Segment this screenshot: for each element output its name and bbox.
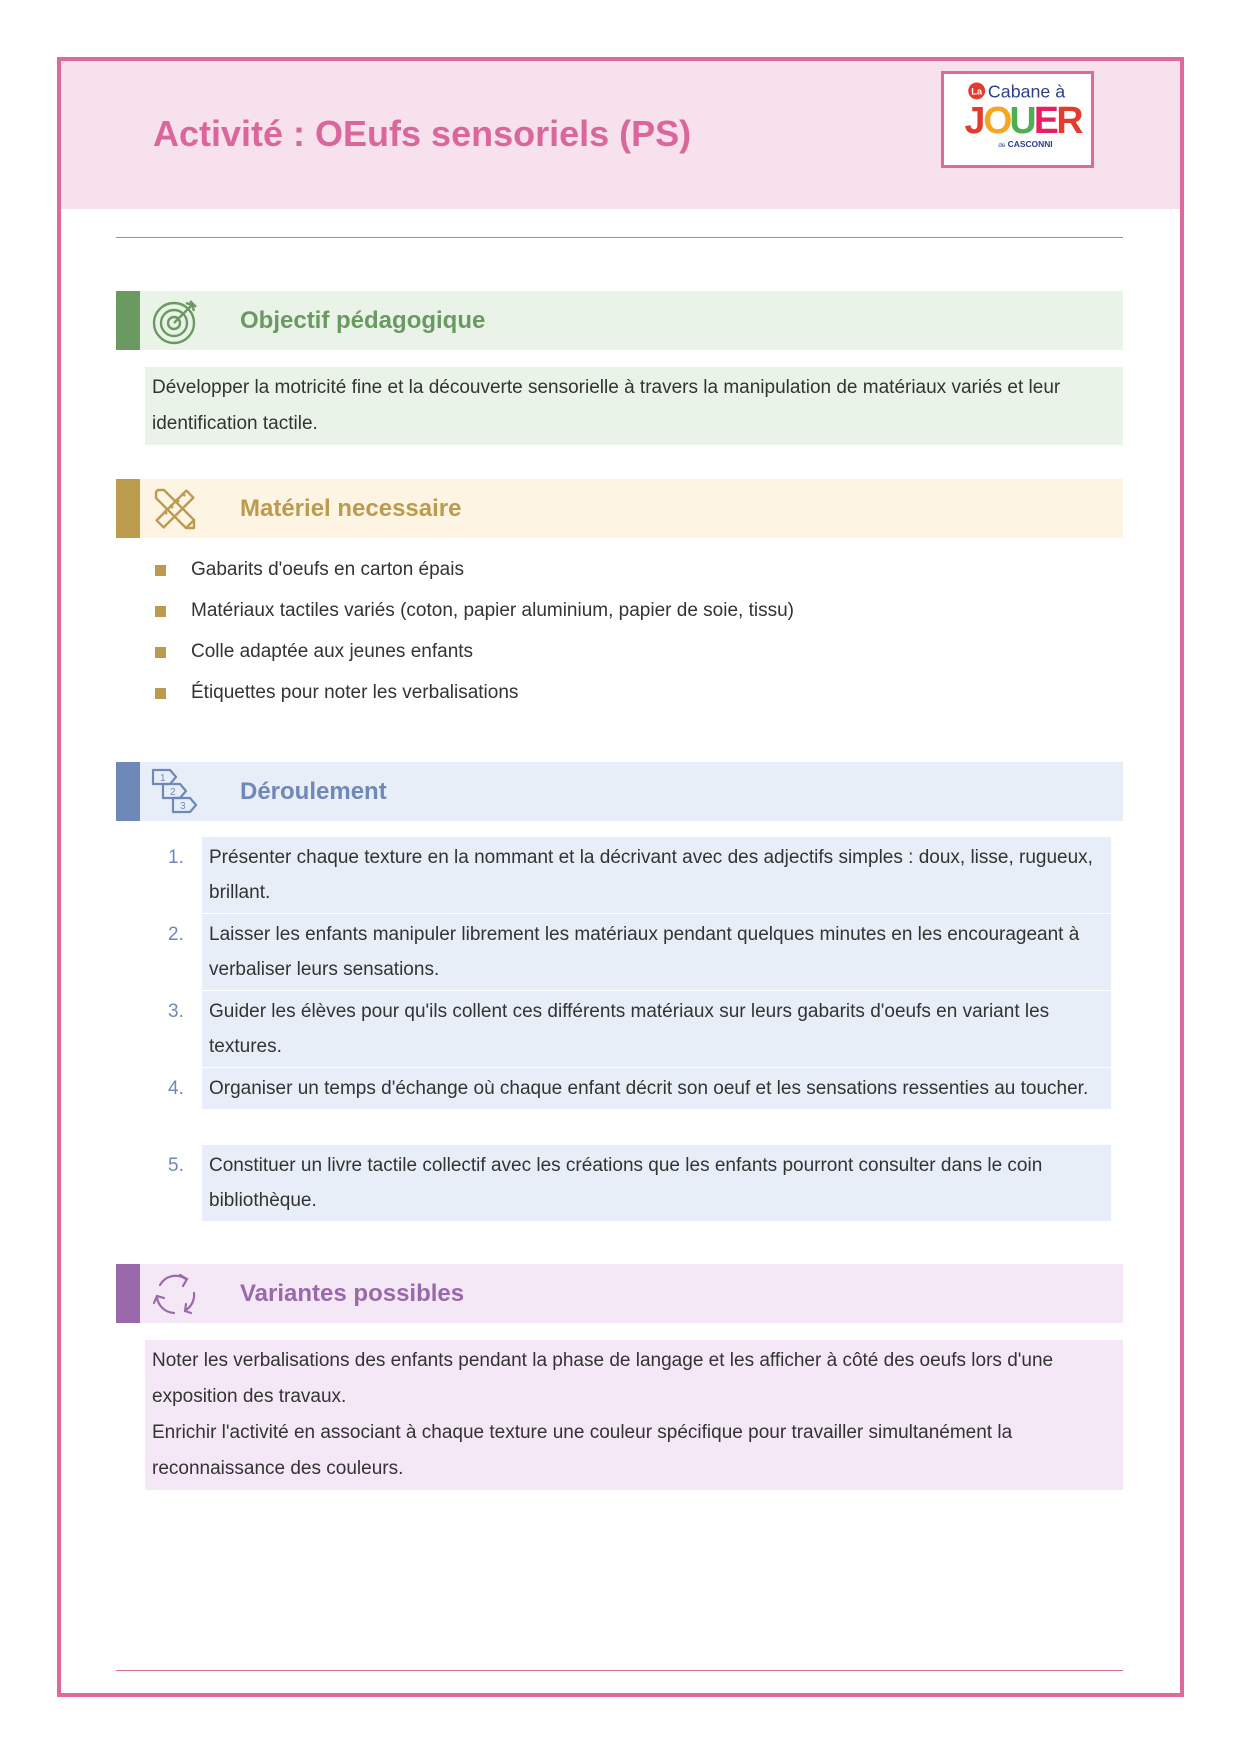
svg-text:La: La <box>971 86 983 97</box>
material-bar <box>116 479 140 538</box>
objective-bar <box>116 291 140 350</box>
page-title: Activité : OEufs sensoriels (PS) <box>153 113 692 154</box>
bottom-divider <box>116 1670 1123 1671</box>
step-text: Laisser les enfants manipuler librement les matériaux pendant quelques minutes en les encourageant à verbaliser leurs sensations. <box>202 914 1111 990</box>
list-item: Gabarits d'oeufs en carton épais <box>149 555 1099 596</box>
bullet-square-icon <box>155 606 166 617</box>
step-text: Constituer un livre tactile collectif avec les créations que les enfants pourront consulter dans le coin bibliothèque. <box>202 1145 1111 1221</box>
step-number: 3. <box>168 1001 184 1022</box>
step-text: Organiser un temps d'échange où chaque enfant décrit son oeuf et les sensations ressenties au toucher. <box>202 1068 1111 1109</box>
material-list <box>149 555 1099 719</box>
svg-text:O: O <box>983 99 1013 142</box>
objective-heading: Objectif pédagogique <box>240 307 486 334</box>
svg-text:de: de <box>998 142 1006 150</box>
steps-bar <box>116 762 140 821</box>
step-number: 1. <box>168 847 184 868</box>
step-text: Guider les élèves pour qu'ils collent ces différents matériaux sur leurs gabarits d'oeufs en variant les textures. <box>202 991 1111 1067</box>
material-header <box>116 479 1123 538</box>
variant-paragraph: Noter les verbalisations des enfants pendant la phase de langage et les afficher à côté des oeufs lors d'une exposition des travaux. <box>152 1350 1054 1407</box>
list-item: Étiquettes pour noter les verbalisations <box>149 678 1099 719</box>
svg-text:2: 2 <box>170 787 176 798</box>
top-divider <box>116 237 1123 238</box>
variant-paragraph: Enrichir l'activité en associant à chaque texture une couleur spécifique pour travailler simultanément la reconnaissance des couleurs. <box>152 1422 1013 1479</box>
variants-text <box>145 1340 1123 1490</box>
svg-text:CASCONNI: CASCONNI <box>1007 139 1053 150</box>
bullet-square-icon <box>155 647 166 658</box>
step-number: 5. <box>168 1155 184 1176</box>
svg-text:1: 1 <box>160 773 166 784</box>
page-header <box>61 61 1180 209</box>
list-item: Matériaux tactiles variés (coton, papier aluminium, papier de soie, tissu) <box>149 596 1099 637</box>
bullet-square-icon <box>155 565 166 576</box>
svg-text:Cabane à: Cabane à <box>987 81 1066 102</box>
page-frame <box>57 57 1184 1697</box>
step-number: 4. <box>168 1078 184 1099</box>
cycle-arrows-icon <box>150 1269 200 1319</box>
svg-text:J: J <box>964 99 986 142</box>
pencil-ruler-icon <box>150 484 200 534</box>
numbered-steps-icon <box>150 767 200 817</box>
objective-header <box>116 291 1123 350</box>
steps-header <box>116 762 1123 821</box>
variants-header <box>116 1264 1123 1323</box>
list-item: Colle adaptée aux jeunes enfants <box>149 637 1099 678</box>
brand-logo <box>941 71 1094 168</box>
objective-text: Développer la motricité fine et la découverte sensorielle à travers la manipulation de matériaux variés et leur identification tactile. <box>145 367 1123 445</box>
step-text: Présenter chaque texture en la nommant et la décrivant avec des adjectifs simples : doux, lisse, rugueux, brillant. <box>202 837 1111 913</box>
svg-text:R: R <box>1056 99 1084 142</box>
variants-bar <box>116 1264 140 1323</box>
material-heading: Matériel necessaire <box>240 495 462 522</box>
brand-logo-image <box>944 74 1091 165</box>
svg-text:U: U <box>1009 99 1037 142</box>
target-icon <box>150 296 200 346</box>
variants-heading: Variantes possibles <box>240 1280 465 1307</box>
svg-text:E: E <box>1033 99 1059 142</box>
bullet-square-icon <box>155 688 166 699</box>
step-number: 2. <box>168 924 184 945</box>
svg-text:3: 3 <box>180 801 186 812</box>
steps-heading: Déroulement <box>240 778 387 805</box>
